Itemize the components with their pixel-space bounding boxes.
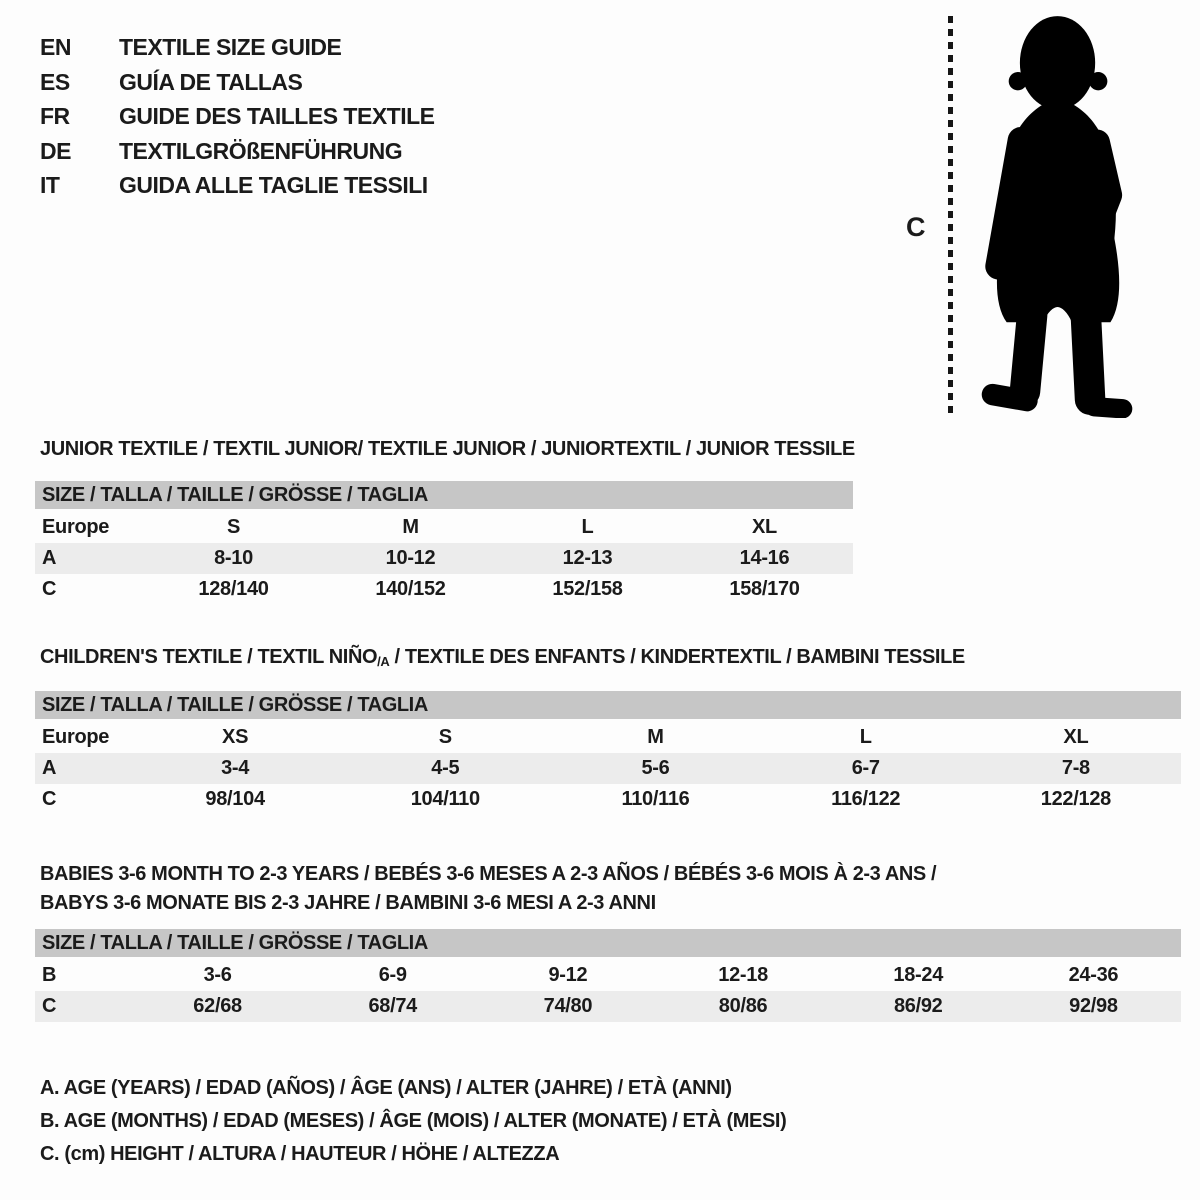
table-row-europe	[35, 722, 1181, 753]
babies-size-table	[35, 929, 1181, 1022]
babies-title-line1: BABIES 3-6 MONTH TO 2-3 YEARS / BEBÉS 3-6 MESES A 2-3 AÑOS / BÉBÉS 3-6 MOIS À 2-3 ANS /	[40, 863, 937, 885]
height-cell: 116/122	[831, 788, 901, 810]
children-title-post: / TEXTILE DES ENFANTS / KINDERTEXTIL / BAMBINI TESSILE	[389, 646, 965, 668]
age-months-cell: 6-9	[378, 964, 407, 986]
legend-line-c: C. (cm) HEIGHT / ALTURA / HAUTEUR / HÖHE / ALTEZZA	[40, 1143, 560, 1165]
guide-title: GUIDA ALLE TAGLIE TESSILI	[119, 172, 428, 198]
guide-title: TEXTILGRÖßENFÜHRUNG	[119, 137, 403, 164]
language-code: FR	[40, 103, 70, 129]
height-cell: 152/158	[552, 578, 623, 600]
language-code: DE	[40, 137, 71, 164]
size-header-bar: SIZE / TALLA / TAILLE / GRÖSSE / TAGLIA	[35, 691, 1181, 719]
guide-title: GUIDE DES TAILLES TEXTILE	[119, 103, 435, 129]
height-cell: 92/98	[1069, 995, 1118, 1017]
row-label: A	[42, 757, 57, 779]
size-cell: L	[859, 726, 872, 748]
table-row-age	[35, 543, 853, 574]
age-cell: 3-4	[221, 757, 250, 779]
language-row-fr	[40, 99, 435, 134]
junior-section-title: JUNIOR TEXTILE / TEXTIL JUNIOR/ TEXTILE JUNIOR / JUNIORTEXTIL / JUNIOR TESSILE	[40, 438, 855, 460]
table-row-height	[35, 784, 1181, 815]
age-cell: 14-16	[739, 547, 790, 569]
height-cell: 80/86	[718, 995, 768, 1017]
babies-section-title	[40, 860, 1181, 918]
language-title-block	[40, 30, 435, 203]
age-cell: 5-6	[641, 757, 670, 779]
row-label: A	[42, 547, 57, 569]
guide-title: GUÍA DE TALLAS	[119, 68, 303, 95]
row-label: C	[42, 578, 57, 600]
size-cell: M	[647, 726, 664, 748]
table-row-age	[35, 753, 1181, 784]
language-row-es	[40, 65, 435, 100]
legend-line-a: A. AGE (YEARS) / EDAD (AÑOS) / ÂGE (ANS) / ALTER (JAHRE) / ETÀ (ANNI)	[40, 1077, 732, 1099]
size-cell: XL	[1063, 726, 1089, 748]
table-row-height	[35, 991, 1181, 1022]
children-size-table	[35, 691, 1181, 815]
children-title-pre: CHILDREN'S TEXTILE / TEXTIL NIÑO	[40, 646, 378, 668]
row-label: C	[42, 995, 57, 1017]
size-header-bar: SIZE / TALLA / TAILLE / GRÖSSE / TAGLIA	[35, 929, 1181, 957]
age-months-cell: 18-24	[893, 964, 944, 986]
height-cell: 110/116	[621, 788, 690, 810]
height-cell: 98/104	[205, 788, 265, 810]
language-row-en	[40, 30, 435, 65]
size-cell: L	[581, 516, 594, 538]
table-row-height	[35, 574, 853, 605]
children-title-sub: /A	[377, 654, 390, 669]
babies-textile-section	[35, 860, 1181, 1022]
height-cell: 104/110	[410, 788, 480, 810]
age-cell: 7-8	[1061, 757, 1090, 779]
height-cell: 122/128	[1040, 788, 1111, 810]
row-label: Europe	[42, 726, 110, 748]
junior-textile-section	[35, 437, 853, 605]
height-measure-dashed-line	[948, 16, 953, 416]
height-cell: 128/140	[198, 578, 269, 600]
age-cell: 12-13	[562, 547, 613, 569]
size-header-bar: SIZE / TALLA / TAILLE / GRÖSSE / TAGLIA	[35, 481, 853, 509]
age-months-cell: 24-36	[1068, 964, 1119, 986]
height-cell: 74/80	[543, 995, 593, 1017]
height-cell: 158/170	[729, 578, 800, 600]
legend-line-b: B. AGE (MONTHS) / EDAD (MESES) / ÂGE (MOIS) / ALTER (MONATE) / ETÀ (MESI)	[40, 1110, 787, 1132]
measurement-legend	[40, 1072, 786, 1171]
height-cell: 140/152	[375, 578, 446, 600]
children-section-title	[40, 645, 1181, 671]
age-cell: 4-5	[431, 757, 460, 779]
junior-size-table	[35, 481, 853, 605]
height-cell: 62/68	[193, 995, 242, 1017]
age-cell: 10-12	[385, 547, 436, 569]
table-row-europe	[35, 512, 853, 543]
size-cell: XS	[222, 726, 249, 748]
language-row-de	[40, 134, 435, 169]
size-cell: M	[402, 516, 419, 538]
language-row-it	[40, 168, 435, 203]
height-measure-label: C	[906, 212, 926, 242]
language-code: IT	[40, 172, 60, 198]
row-label: Europe	[42, 516, 110, 538]
age-months-cell: 3-6	[203, 964, 232, 986]
babies-title-line2: BABYS 3-6 MONATE BIS 2-3 JAHRE / BAMBINI 3-6 MESI A 2-3 ANNI	[40, 892, 656, 914]
height-cell: 68/74	[368, 995, 418, 1017]
size-cell: S	[226, 516, 241, 538]
age-months-cell: 12-18	[718, 964, 768, 986]
height-cell: 86/92	[893, 995, 943, 1017]
age-months-cell: 9-12	[548, 964, 588, 986]
guide-title: TEXTILE SIZE GUIDE	[119, 34, 342, 60]
table-row-months	[35, 960, 1181, 991]
language-code: ES	[40, 68, 70, 95]
children-textile-section	[35, 645, 1181, 815]
size-cell: XL	[752, 516, 777, 538]
age-cell: 8-10	[214, 547, 253, 569]
toddler-silhouette-icon	[968, 14, 1144, 418]
row-label: B	[42, 964, 57, 986]
language-code: EN	[40, 34, 71, 60]
row-label: C	[42, 788, 57, 810]
size-cell: S	[438, 726, 452, 748]
age-cell: 6-7	[851, 757, 880, 779]
